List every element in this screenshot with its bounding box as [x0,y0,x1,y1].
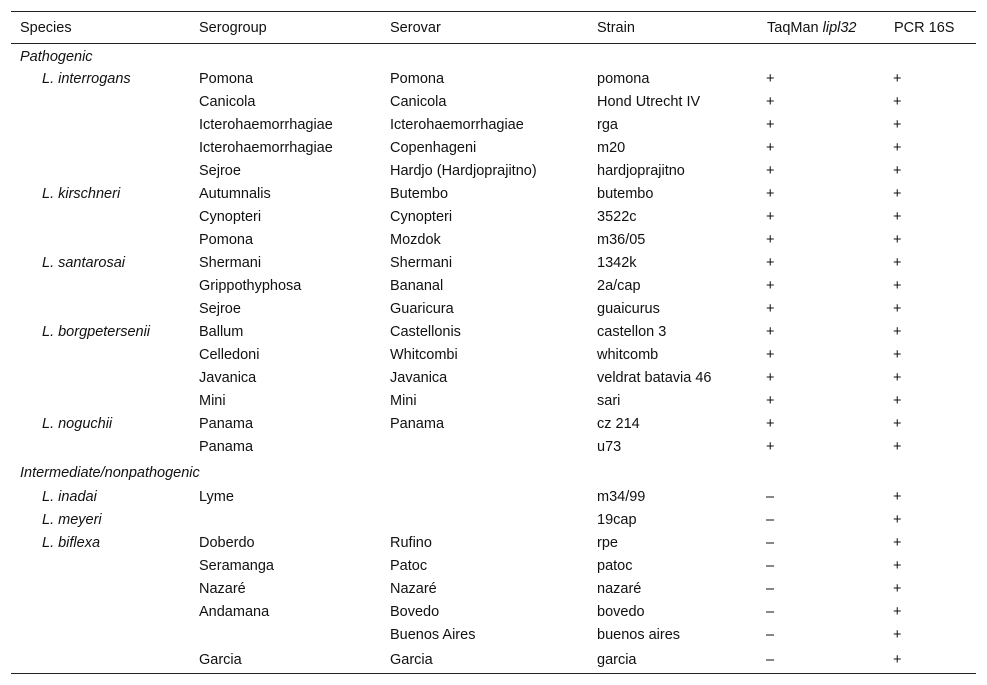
cell-taqman: + [766,93,775,110]
header-row [11,12,976,44]
cell-strain: m36/05 [597,231,646,248]
cell-species: L. noguchii [42,415,113,432]
cell-strain: bovedo [597,603,645,620]
table-row [11,297,976,320]
cell-pcr: + [893,580,902,597]
cell-pcr: + [893,300,902,317]
cell-taqman: – [766,488,775,505]
cell-pcr: + [893,323,902,340]
cell-serogroup: Celledoni [199,346,260,363]
cell-pcr: + [893,626,902,643]
cell-serovar: Mozdok [390,231,441,248]
cell-strain: Hond Utrecht IV [597,93,701,110]
cell-strain: m20 [597,139,626,156]
cell-serovar: Canicola [390,93,447,110]
cell-serovar: Guaricura [390,300,454,317]
cell-pcr: + [893,511,902,528]
cell-strain: guaicurus [597,300,660,317]
cell-taqman: + [766,392,775,409]
cell-serogroup: Icterohaemorrhagiae [199,139,333,156]
cell-serovar: Shermani [390,254,453,271]
cell-serogroup: Icterohaemorrhagiae [199,116,333,133]
cell-strain: whitcomb [597,346,659,363]
cell-species: L. meyeri [42,511,102,528]
cell-serogroup [190,508,381,531]
cell-taqman: + [766,369,775,386]
cell-serogroup: Grippothyphosa [199,277,302,294]
cell-pcr: + [893,346,902,363]
table-row [11,67,976,90]
cell-species [11,646,190,674]
cell-serogroup: Garcia [190,646,381,674]
cell-serovar: Javanica [390,369,448,386]
cell-taqman: + [766,139,775,156]
cell-serogroup: Javanica [199,369,257,386]
cell-serovar: Rufino [390,534,432,551]
cell-strain: nazaré [597,580,642,597]
cell-taqman: – [758,646,885,674]
cell-pcr: + [893,70,902,87]
table-row [11,485,976,508]
cell-pcr: + [893,603,902,620]
table-row [11,366,976,389]
cell-pcr: + [893,534,902,551]
cell-strain: patoc [597,557,633,574]
table-row [11,412,976,435]
cell-species: L. interrogans [42,70,131,87]
table-row [11,600,976,623]
cell-serovar: Cynopteri [390,208,453,225]
table-row [11,228,976,251]
cell-taqman: + [766,438,775,455]
cell-species: L. santarosai [42,254,126,271]
table-body [11,44,976,674]
cell-species [11,600,190,623]
cell-taqman: + [766,70,775,87]
cell-strain: 1342k [597,254,637,271]
cell-serovar: Hardjo (Hardjoprajitno) [390,162,537,179]
cell-serovar: Mini [390,392,417,409]
cell-pcr: + [893,231,902,248]
table-row [11,320,976,343]
cell-species [11,90,190,113]
group-row [11,458,976,485]
cell-taqman: + [766,323,775,340]
cell-taqman: – [766,603,775,620]
cell-serovar: Nazaré [390,580,437,597]
cell-species: L. kirschneri [42,185,121,202]
cell-serogroup: Pomona [199,231,254,248]
cell-strain: garcia [588,646,758,674]
col-header-taqman [758,12,885,44]
table-row [11,646,976,674]
cell-serogroup: Andamana [199,603,270,620]
cell-taqman: + [766,208,775,225]
table-row [11,159,976,182]
cell-species [11,297,190,320]
cell-taqman: + [766,300,775,317]
table-row [11,113,976,136]
cell-taqman: – [766,557,775,574]
cell-pcr: + [893,162,902,179]
cell-serovar: Whitcombi [390,346,458,363]
table-row [11,623,976,646]
cell-serovar: Patoc [390,557,428,574]
cell-species [11,577,190,600]
cell-serovar [381,508,588,531]
cell-serovar: Castellonis [390,323,461,340]
cell-pcr: + [893,254,902,271]
cell-species [11,389,190,412]
leptospira-strains-table [11,11,976,674]
cell-pcr: + [893,488,902,505]
table-row [11,531,976,554]
cell-serogroup: Pomona [199,70,254,87]
cell-strain: rga [597,116,618,133]
cell-serovar [381,485,588,508]
cell-strain: butembo [597,185,654,202]
group-label: Intermediate/nonpathogenic [20,464,200,481]
cell-species [11,113,190,136]
cell-species [11,623,190,646]
cell-species [11,366,190,389]
cell-strain: sari [597,392,621,409]
table-row [11,251,976,274]
cell-species [11,205,190,228]
group-row [11,44,976,68]
cell-taqman: + [766,277,775,294]
taqman-label: TaqMan [767,19,823,36]
cell-serogroup: Seramanga [199,557,274,574]
cell-taqman: + [766,185,775,202]
col-header-serovar: Serovar [381,12,588,44]
cell-serogroup: Shermani [199,254,262,271]
cell-taqman: + [766,415,775,432]
cell-serogroup: Sejroe [199,162,241,179]
cell-serovar: Bovedo [390,603,440,620]
cell-strain: hardjoprajitno [597,162,685,179]
cell-serovar: Garcia [381,646,588,674]
cell-serovar: Pomona [390,70,445,87]
cell-pcr: + [893,369,902,386]
cell-strain: m34/99 [597,488,646,505]
cell-species [11,228,190,251]
cell-strain: u73 [597,438,622,455]
cell-serogroup: Doberdo [199,534,255,551]
cell-serovar: Butembo [390,185,449,202]
cell-serogroup: Lyme [199,488,234,505]
cell-serogroup: Panama [199,438,254,455]
cell-serogroup: Cynopteri [199,208,262,225]
cell-serovar: Bananal [390,277,444,294]
cell-pcr: + [893,277,902,294]
cell-species [11,274,190,297]
cell-strain: buenos aires [597,626,681,643]
cell-pcr: + [893,415,902,432]
table-row [11,389,976,412]
cell-serogroup: Sejroe [199,300,241,317]
col-header-pcr: PCR 16S [885,12,976,44]
cell-species: L. biflexa [42,534,101,551]
cell-serogroup: Autumnalis [199,185,271,202]
table-row [11,136,976,159]
col-header-species: Species [11,12,190,44]
cell-strain: 3522c [597,208,637,225]
cell-strain: cz 214 [597,415,640,432]
table-row [11,205,976,228]
cell-species: L. borgpetersenii [42,323,151,340]
cell-species [11,343,190,366]
cell-taqman: + [766,116,775,133]
cell-pcr: + [893,93,902,110]
cell-pcr: + [893,557,902,574]
cell-serogroup: Nazaré [199,580,246,597]
cell-strain: 19cap [597,511,637,528]
table-row [11,182,976,205]
cell-serovar [381,435,588,458]
table-row [11,435,976,458]
cell-taqman: + [766,346,775,363]
cell-serogroup: Panama [199,415,254,432]
cell-pcr: + [893,116,902,133]
cell-serovar: Buenos Aires [390,626,476,643]
cell-species: L. inadai [42,488,97,505]
col-header-strain: Strain [588,12,758,44]
cell-pcr: + [893,392,902,409]
cell-pcr: + [893,208,902,225]
cell-pcr: + [893,139,902,156]
cell-taqman: – [766,580,775,597]
cell-serovar: Copenhageni [390,139,477,156]
table-row [11,508,976,531]
cell-taqman: + [766,254,775,271]
table-row [11,90,976,113]
table-row [11,577,976,600]
cell-strain: rpe [597,534,618,551]
cell-serovar: Panama [390,415,445,432]
cell-strain: castellon 3 [597,323,667,340]
cell-serovar: Icterohaemorrhagiae [390,116,524,133]
group-label: Pathogenic [20,48,93,65]
cell-serogroup: Canicola [199,93,256,110]
cell-strain: veldrat batavia 46 [597,369,712,386]
table-row [11,554,976,577]
cell-serogroup: Ballum [199,323,244,340]
table-row [11,274,976,297]
cell-pcr: + [893,438,902,455]
cell-taqman: – [766,626,775,643]
cell-taqman: – [766,534,775,551]
col-header-serogroup: Serogroup [190,12,381,44]
cell-strain: pomona [597,70,650,87]
cell-serogroup: Mini [199,392,226,409]
cell-taqman: + [766,162,775,179]
taqman-gene: lipl32 [822,19,857,36]
cell-taqman: – [766,511,775,528]
table-row [11,343,976,366]
cell-species [11,554,190,577]
cell-strain: 2a/cap [597,277,641,294]
cell-species [11,435,190,458]
cell-serogroup [190,623,381,646]
cell-pcr: + [885,646,976,674]
cell-species [11,136,190,159]
cell-species [11,159,190,182]
cell-pcr: + [893,185,902,202]
cell-taqman: + [766,231,775,248]
